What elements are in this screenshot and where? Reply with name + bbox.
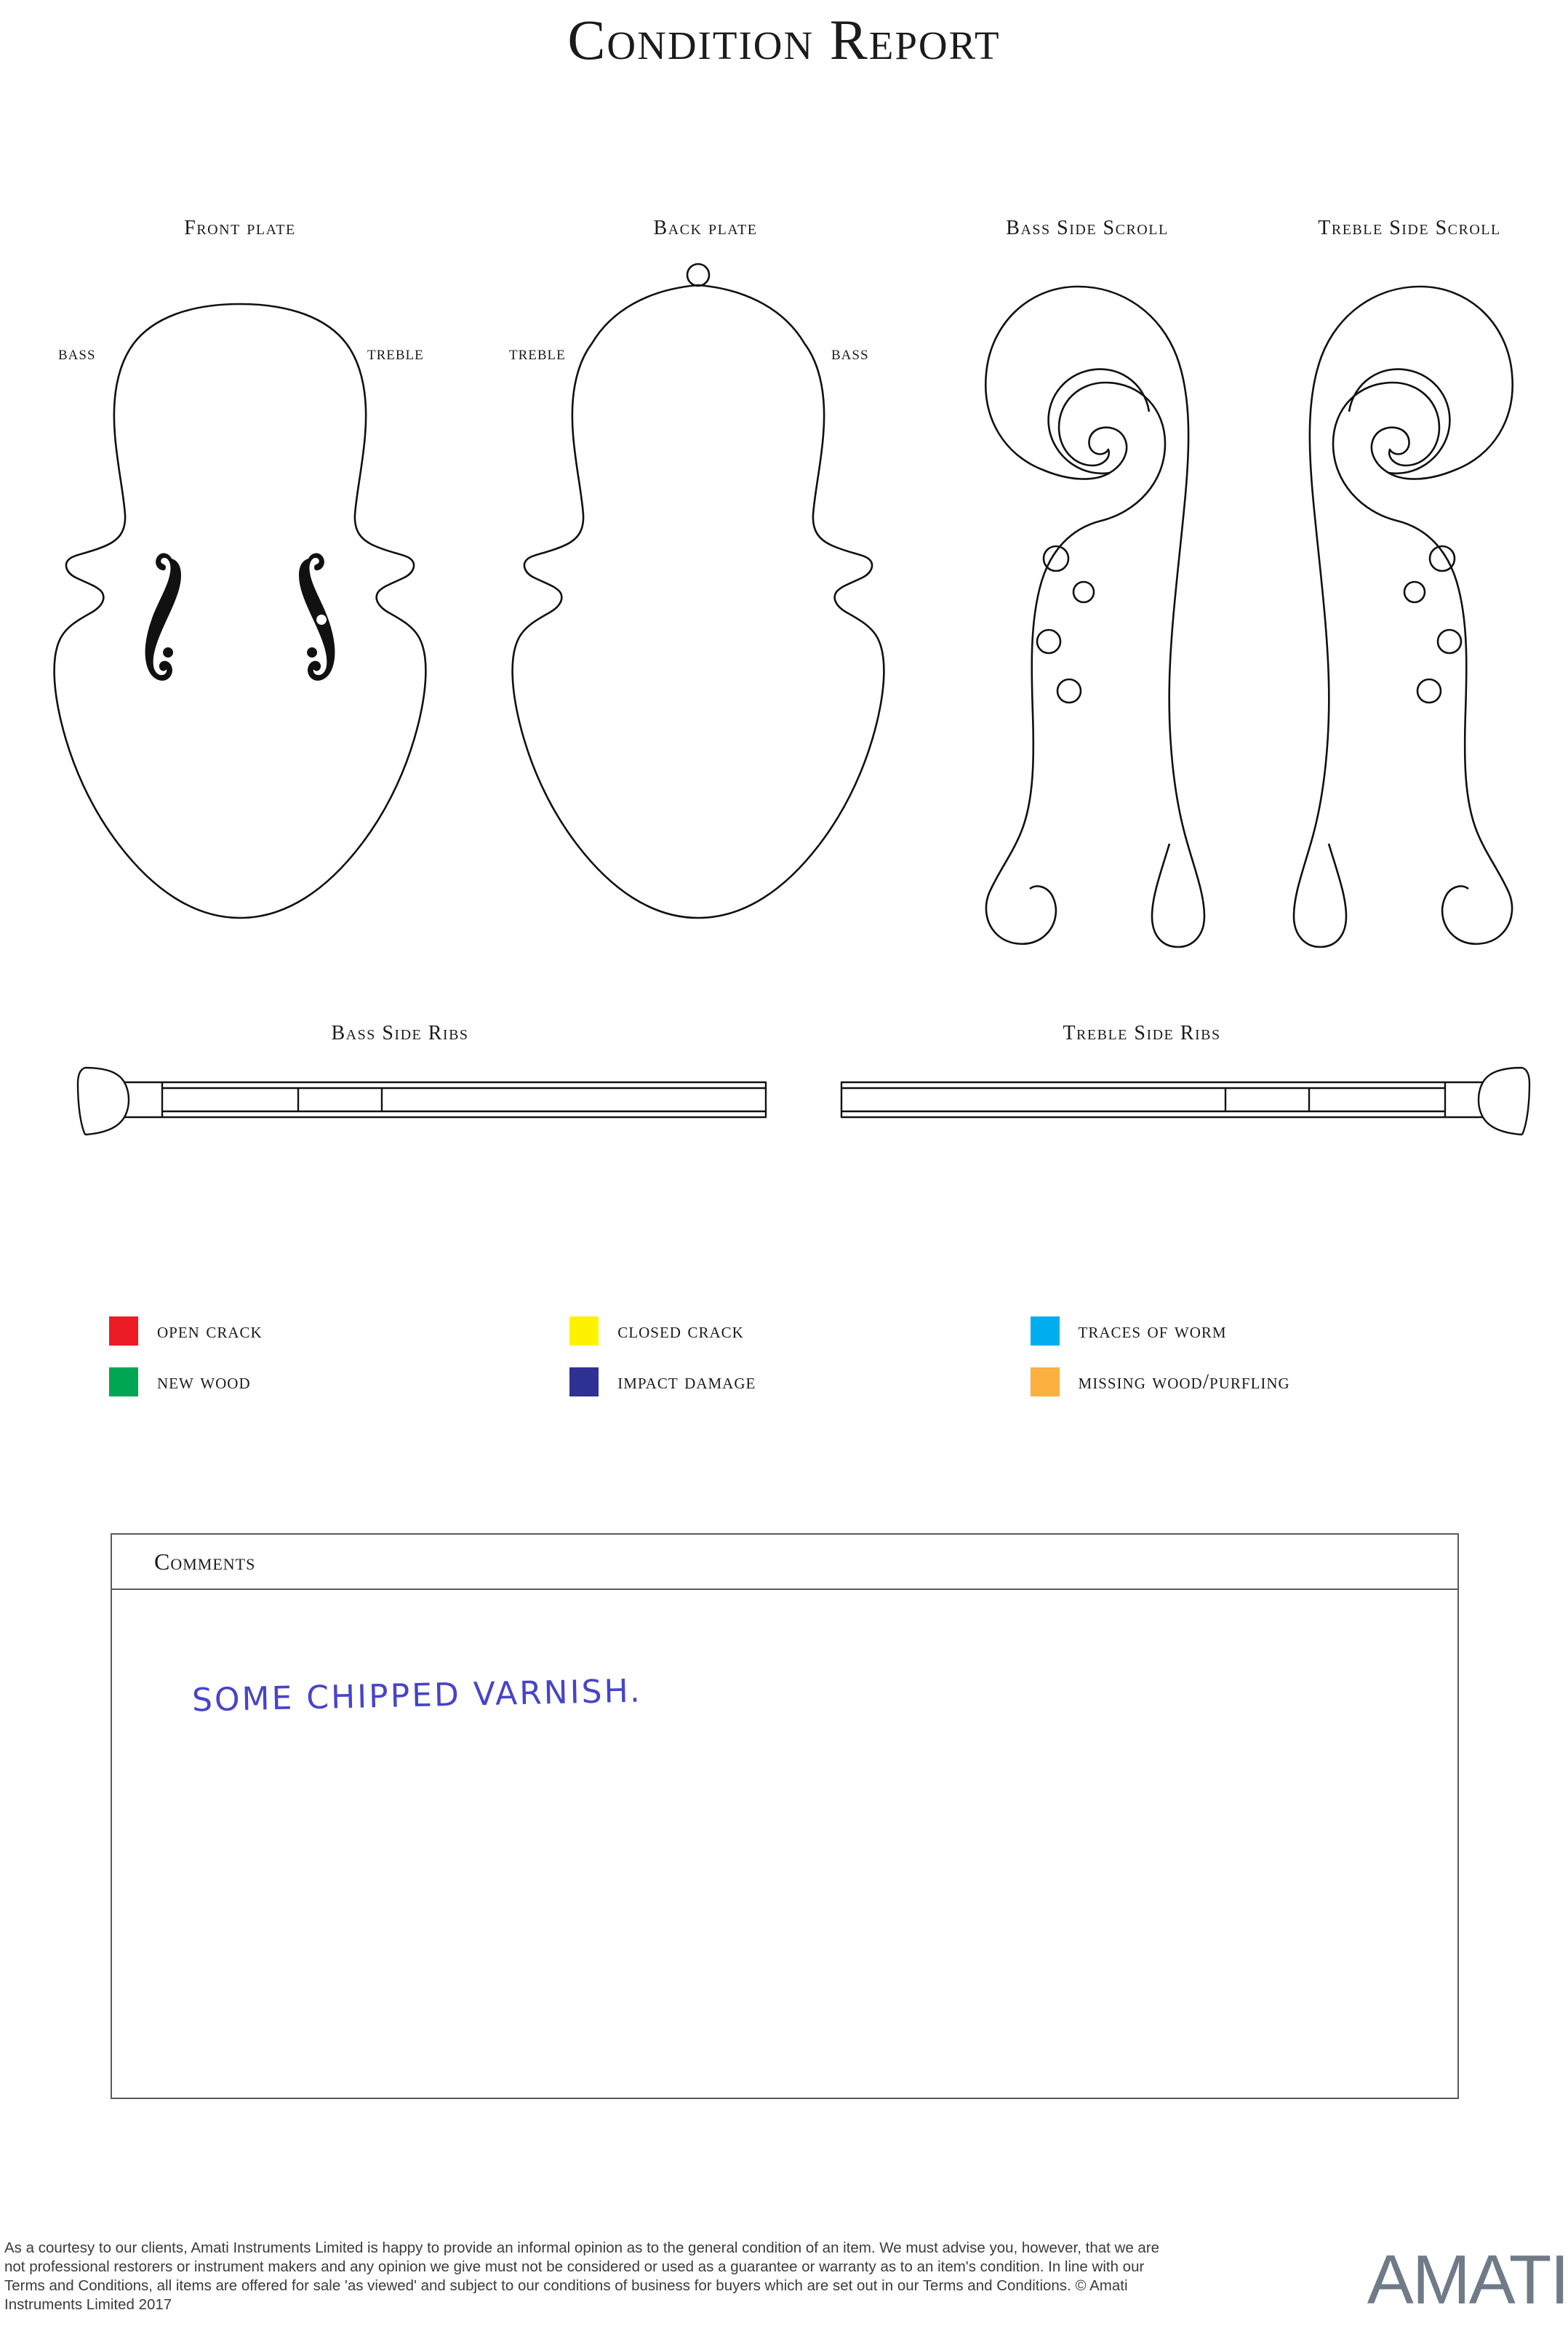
comments-header	[112, 1535, 1457, 1590]
swatch-new-wood	[109, 1367, 138, 1396]
legend-label-new-wood: new wood	[157, 1370, 251, 1394]
legend-label-impact-damage: impact damage	[617, 1370, 756, 1394]
comments-title: Comments	[154, 1548, 256, 1575]
legend-item-missing-wood	[1031, 1367, 1491, 1396]
swatch-missing-wood	[1031, 1367, 1060, 1396]
caption-bass-side-ribs: Bass Side Ribs	[331, 1022, 469, 1044]
caption-bass-side-scroll: Bass Side Scroll	[1006, 217, 1169, 239]
caption-treble-side-scroll: Treble Side Scroll	[1318, 217, 1501, 239]
label-front-treble: TREBLE	[367, 348, 424, 363]
legend-row	[109, 1367, 1491, 1396]
treble-side-scroll-diagram[interactable]	[1291, 276, 1531, 967]
label-front-bass: BASS	[58, 348, 96, 363]
back-plate-diagram[interactable]	[495, 260, 902, 959]
comments-body[interactable]	[112, 1590, 1457, 2096]
caption-back-plate: Back plate	[653, 217, 758, 239]
amati-logo: AMATI	[1367, 2241, 1568, 2319]
page-title: Condition Report	[567, 8, 1001, 71]
comments-handwritten-value: SOME CHIPPED VARNISH.	[191, 1672, 643, 1719]
legend-item-new-wood	[109, 1367, 569, 1396]
caption-treble-side-ribs: Treble Side Ribs	[1063, 1022, 1221, 1044]
footer-disclaimer: As a courtesy to our clients, Amati Instruments Limited is happy to provide an informal opinion as to the general condition of an item. We must advise you, however, that we are not professional restorers or instrument makers and any opinion we give must not be considered or used as a guarantee or warranty as to an item's condition. In line with our Terms and Conditions, all items are offered for sale 'as viewed' and subject to our conditions of business for buyers which are set out in our Terms and Conditions. © Amati Instruments Limited 2017	[4, 2239, 1160, 2313]
legend	[109, 1316, 1491, 1418]
legend-label-traces-of-worm: traces of worm	[1078, 1319, 1227, 1343]
legend-label-closed-crack: closed crack	[617, 1319, 744, 1343]
swatch-traces-of-worm	[1031, 1316, 1060, 1346]
swatch-open-crack	[109, 1316, 138, 1346]
legend-label-missing-wood: missing wood/purfling	[1078, 1370, 1290, 1394]
footer	[0, 2233, 1568, 2334]
legend-label-open-crack: open crack	[157, 1319, 263, 1343]
treble-side-ribs-diagram[interactable]	[840, 1055, 1531, 1149]
label-back-treble: TREBLE	[509, 348, 566, 363]
bass-side-ribs-diagram[interactable]	[76, 1055, 767, 1149]
swatch-closed-crack	[569, 1316, 599, 1346]
legend-row	[109, 1316, 1491, 1346]
label-back-bass: BASS	[831, 348, 869, 363]
legend-item-open-crack	[109, 1316, 569, 1346]
bass-side-scroll-diagram[interactable]	[967, 276, 1207, 967]
swatch-impact-damage	[569, 1367, 599, 1396]
legend-item-impact-damage	[569, 1367, 1030, 1396]
caption-front-plate: Front plate	[184, 217, 296, 239]
legend-item-traces-of-worm	[1031, 1316, 1491, 1346]
front-plate-diagram[interactable]	[44, 284, 436, 960]
legend-item-closed-crack	[569, 1316, 1030, 1346]
comments-box[interactable]	[111, 1533, 1459, 2099]
